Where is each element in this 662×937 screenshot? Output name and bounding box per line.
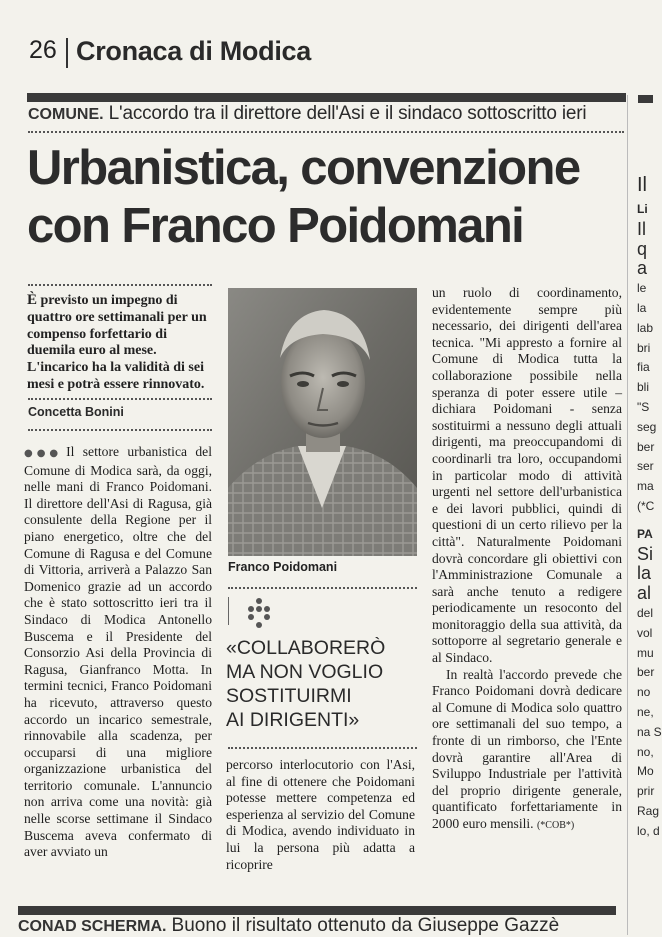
right-edge-line: Il xyxy=(637,174,647,196)
right-edge-line: "S xyxy=(637,399,650,414)
right-edge-line: Mo xyxy=(637,764,654,779)
body-column-2 xyxy=(226,757,415,873)
header-divider xyxy=(66,38,68,68)
page-number: 26 xyxy=(29,36,57,64)
body-column-3 xyxy=(432,285,622,835)
right-edge-line: ne, xyxy=(637,704,654,719)
summary xyxy=(27,292,215,394)
right-edge-line: Li xyxy=(637,202,648,216)
right-edge-line: bri xyxy=(637,340,651,355)
pull-quote-top-rule xyxy=(228,587,417,589)
bullet-dots-icon: ●●● xyxy=(24,448,63,459)
body-col1-text: Il settore urbanistica del Comune di Modica sarà, da oggi, nelle mani di Franco Poidomani. Il direttore dell'Asi di Ragusa, già consulente della Regione per il piano energetico, oltre che del Comune di Ragusa e del Comune di Vittoria, arriverà a Palazzo San Domenico grazie ad un accordo che è stato sottoscritto ieri tra il Sindaco di Modica Antonello Buscema e il Presidente del Consorzio Asi della Provincia di Ragusa, Gianfranco Motta. In termini tecnici, Franco Poidomani ha ricevuto, attraverso questo accordo un incarico semestrale, rinnovabile alla scadenza, per occuparsi di una migliore organizzazione urbanistica del territorio comunale. L'annuncio non arriva come una novità: già nelle scorse settimane il Sindaco Buscema aveva confermato di aver avviato un xyxy=(24,444,212,860)
summary-bottom-rule xyxy=(28,398,212,400)
right-edge-line: fia xyxy=(637,360,650,375)
kicker xyxy=(28,103,586,125)
right-edge-line: no, xyxy=(637,744,654,759)
right-edge-line: vol xyxy=(637,625,653,640)
right-edge-line: mu xyxy=(637,645,654,660)
right-edge-line: la xyxy=(637,563,652,584)
pull-quote-bottom-rule xyxy=(228,747,417,749)
headline-line-1: Urbanistica, convenzione xyxy=(27,141,580,195)
body-col3-text-a: un ruolo di coordinamento, evidentemente sempre più necessario, dei dirigenti dell'area tecnica. "Mi appresto a fornire al Comune di Modica tutta la collaborazione possibile nella speranza di poter essere utile – dichiara Poidomani - senza sostituirmi a nessuno degli attuali dirigenti, ma preoccupandomi di coordinarli tra loro, occupandomi in particolar modo di attività urgenti nel settore dell'urbanistica e dei lavori pubblici, quindi di questioni di un certo rilievo per la città". Naturalmente Poidomani dovrà concordare gli obiettivi con l'Amministrazione Comunale a sarà anche tenuto a redigere periodicamente un resoconto del monitoraggio della sua attività, da sottoporre al segretario generale e al Sindaco. xyxy=(432,285,622,666)
right-edge-line: ber xyxy=(637,439,655,454)
portrait-image xyxy=(228,288,417,556)
byline-rule xyxy=(28,429,212,431)
right-edge-text xyxy=(637,170,662,842)
kicker-text: L'accordo tra il direttore dell'Asi e il sindaco sottoscritto ieri xyxy=(108,103,587,124)
right-edge-line: na S xyxy=(637,724,662,739)
footer-bar xyxy=(18,906,616,915)
portrait-photo xyxy=(228,288,417,556)
right-edge-gutter xyxy=(627,95,662,935)
right-edge-line: al xyxy=(637,583,652,604)
author-signature: (*COB*) xyxy=(536,820,575,831)
body-column-1 xyxy=(24,444,212,861)
summary-text: previsto un impegno di quattro ore settimanali per un compenso forfettario di duemila euro al mese. L'incarico ha la validità di sei mesi e potrà essere rinnovato. xyxy=(27,293,207,392)
pull-quote-line-1: «COLLABORERÒ xyxy=(226,637,386,659)
pull-quote-divider xyxy=(228,597,229,625)
body-col3-text-b: In realtà l'accordo prevede che Franco Poidomani dovrà dedicare al Comune di Modica solo quattro ore settimanali del suo tempo, a fronte di un rimborso, che l'Ente dovrà garantire all'Area di Sviluppo Industriale per l'attività del proprio dirigente generale, quantificato forfettariamente in 2000 euro mensili. xyxy=(432,666,622,831)
right-edge-line: q xyxy=(637,238,648,259)
byline: Concetta Bonini xyxy=(28,405,124,419)
right-edge-line: del xyxy=(637,605,654,620)
footer-tag: CONAD SCHERMA. xyxy=(18,918,167,935)
right-edge-line: la xyxy=(637,300,647,315)
right-edge-line: le xyxy=(637,281,647,296)
kicker-bar xyxy=(27,93,626,102)
pull-quote-line-3: SOSTITUIRMI xyxy=(226,685,352,707)
right-edge-line: ber xyxy=(637,665,655,680)
pull-quote xyxy=(226,636,385,732)
right-edge-line: ma xyxy=(637,479,654,494)
summary-top-rule xyxy=(28,284,212,286)
right-edge-line: lab xyxy=(637,320,654,335)
photo-caption: Franco Poidomani xyxy=(228,560,338,574)
right-edge-line: Il xyxy=(637,218,646,239)
summary-lead: È xyxy=(27,292,38,308)
right-edge-bar xyxy=(638,95,653,103)
right-edge-line: (*C xyxy=(637,498,655,513)
right-edge-line: Rag xyxy=(637,803,660,818)
pull-quote-line-2: MA NON VOGLIO xyxy=(226,661,384,683)
footer-text: Buono il risultato ottenuto da Giuseppe Gazzè xyxy=(171,915,560,936)
right-edge-line: lo, d xyxy=(637,823,660,838)
right-edge-line: Si xyxy=(637,543,654,564)
right-edge-line: a xyxy=(637,258,648,279)
kicker-dotted-rule xyxy=(28,131,624,133)
quote-dots-icon xyxy=(245,597,273,631)
right-edge-line: no xyxy=(637,685,651,700)
body-col2-text: percorso interlocutorio con l'Asi, al fine di ottenere che Poidomani potesse mettere competenza ed esperienza al servizio del Comune di Modica, avendo individuato in lui la persona più adatta a ricoprire xyxy=(226,757,415,872)
section-title: Cronaca di Modica xyxy=(76,36,311,66)
footer-kicker xyxy=(18,915,559,937)
headline-line-2: con Franco Poidomani xyxy=(27,199,524,253)
right-edge-line: ser xyxy=(637,459,654,474)
right-edge-line: bli xyxy=(637,380,650,395)
right-edge-line: seg xyxy=(637,419,657,434)
pull-quote-line-4: AI DIRIGENTI» xyxy=(226,709,360,731)
kicker-tag: COMUNE. xyxy=(28,106,104,123)
right-edge-line: PA xyxy=(637,526,653,541)
right-edge-line: prir xyxy=(637,784,655,799)
